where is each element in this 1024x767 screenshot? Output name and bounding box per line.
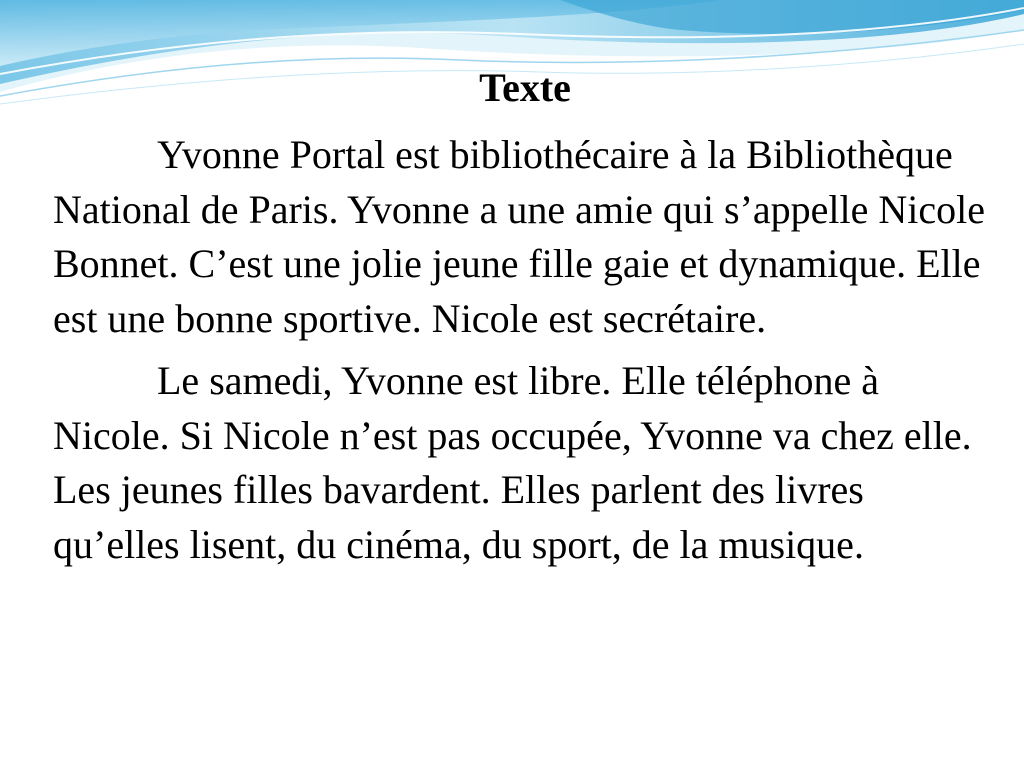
paragraph-2: Le samedi, Yvonne est libre. Elle téléphone à Nicole. Si Nicole n’est pas occupée, Yvonne va chez elle. Les jeunes filles bavardent. Elles parlent des livres qu’elles lisent, du cinéma, du sport, de la musique. [53,358,972,567]
slide-title: Texte [479,65,571,110]
paragraph-1: Yvonne Portal est bibliothécaire à la Bibliothèque National de Paris. Yvonne a une amie qui s’appelle Nicole Bonnet. C’est une jolie jeune fille gaie et dynamique. Elle est une bonne sportive. Nicole est secrétaire. [53,132,985,341]
text-body [53,128,988,572]
